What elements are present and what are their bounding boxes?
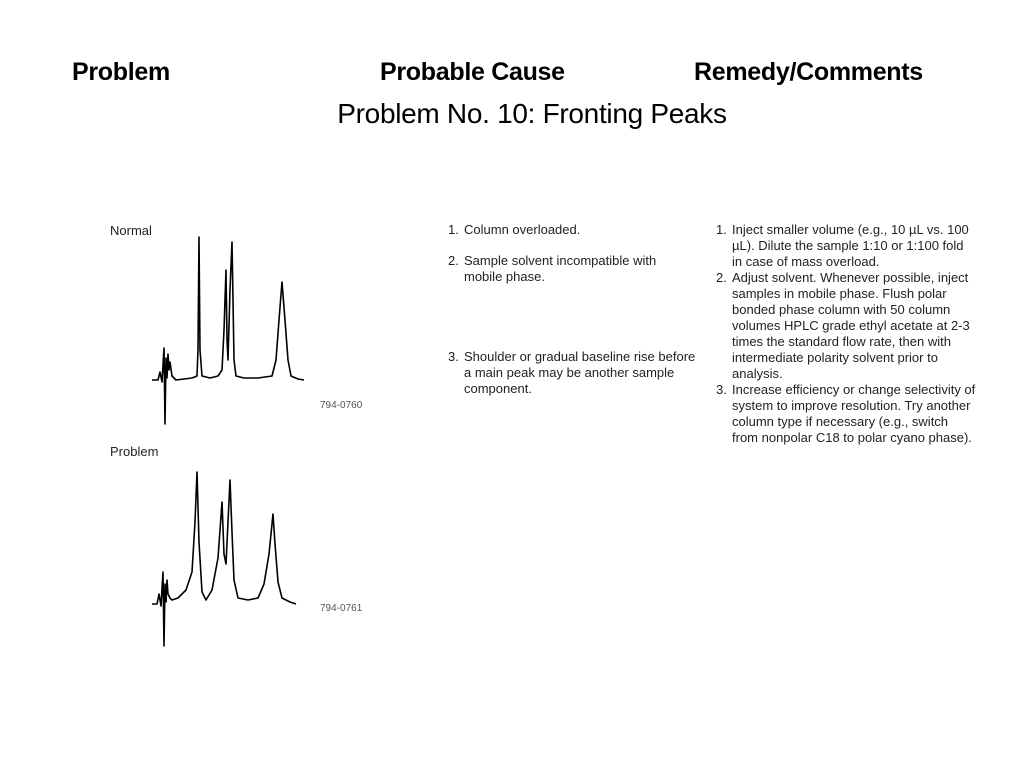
- slide-title: Problem No. 10: Fronting Peaks: [337, 98, 727, 129]
- header-probable-cause: Probable Cause: [380, 58, 565, 86]
- problem-figure-code: 794-0761: [320, 603, 363, 614]
- remedy-item: [716, 270, 976, 382]
- problem-chromatogram-trace: [152, 472, 296, 646]
- remedy-text: Inject smaller volume (e.g., 10 µL vs. 100 µL). Dilute the sample 1:10 or 1:100 fold in case of mass overload.: [732, 222, 969, 269]
- cause-text: Shoulder or gradual baseline rise before a main peak may be another sample component.: [464, 349, 696, 396]
- normal-chromatogram-label: Normal: [110, 223, 152, 238]
- header-problem: Problem: [72, 58, 170, 86]
- header-remedy-comments: Remedy/Comments: [694, 58, 923, 86]
- remedy-text: Increase efficiency or change selectivity of system to improve resolution. Try another column type if necessary (e.g., switch from nonpolar C18 to polar cyano phase).: [732, 382, 976, 445]
- remedy-number: 3.: [716, 382, 727, 397]
- cause-item: [448, 349, 698, 397]
- normal-chromatogram: [148, 230, 308, 425]
- cause-item: [448, 253, 698, 285]
- remedy-list: [716, 222, 976, 446]
- cause-number: 3.: [448, 349, 459, 364]
- remedy-text: Adjust solvent. Whenever possible, inject samples in mobile phase. Flush polar bonded phase column with 50 column volumes HPLC grade ethyl acetate at 2-3 times the standard flow rate, then with intermediate polarity solvent prior to analysis.: [732, 270, 970, 381]
- remedy-item: [716, 222, 976, 270]
- cause-text: Column overloaded.: [464, 222, 581, 237]
- normal-figure-code: 794-0760: [320, 400, 363, 411]
- probable-cause-list: [448, 222, 698, 412]
- cause-number: 1.: [448, 222, 459, 237]
- remedy-number: 2.: [716, 270, 727, 285]
- cause-text: Sample solvent incompatible with mobile phase.: [464, 253, 657, 284]
- cause-item: [448, 222, 698, 238]
- cause-number: 2.: [448, 253, 459, 268]
- remedy-number: 1.: [716, 222, 727, 237]
- normal-chromatogram-trace: [152, 237, 304, 424]
- problem-chromatogram-label: Problem: [110, 444, 159, 459]
- problem-chromatogram: [148, 462, 308, 652]
- remedy-item: [716, 382, 976, 446]
